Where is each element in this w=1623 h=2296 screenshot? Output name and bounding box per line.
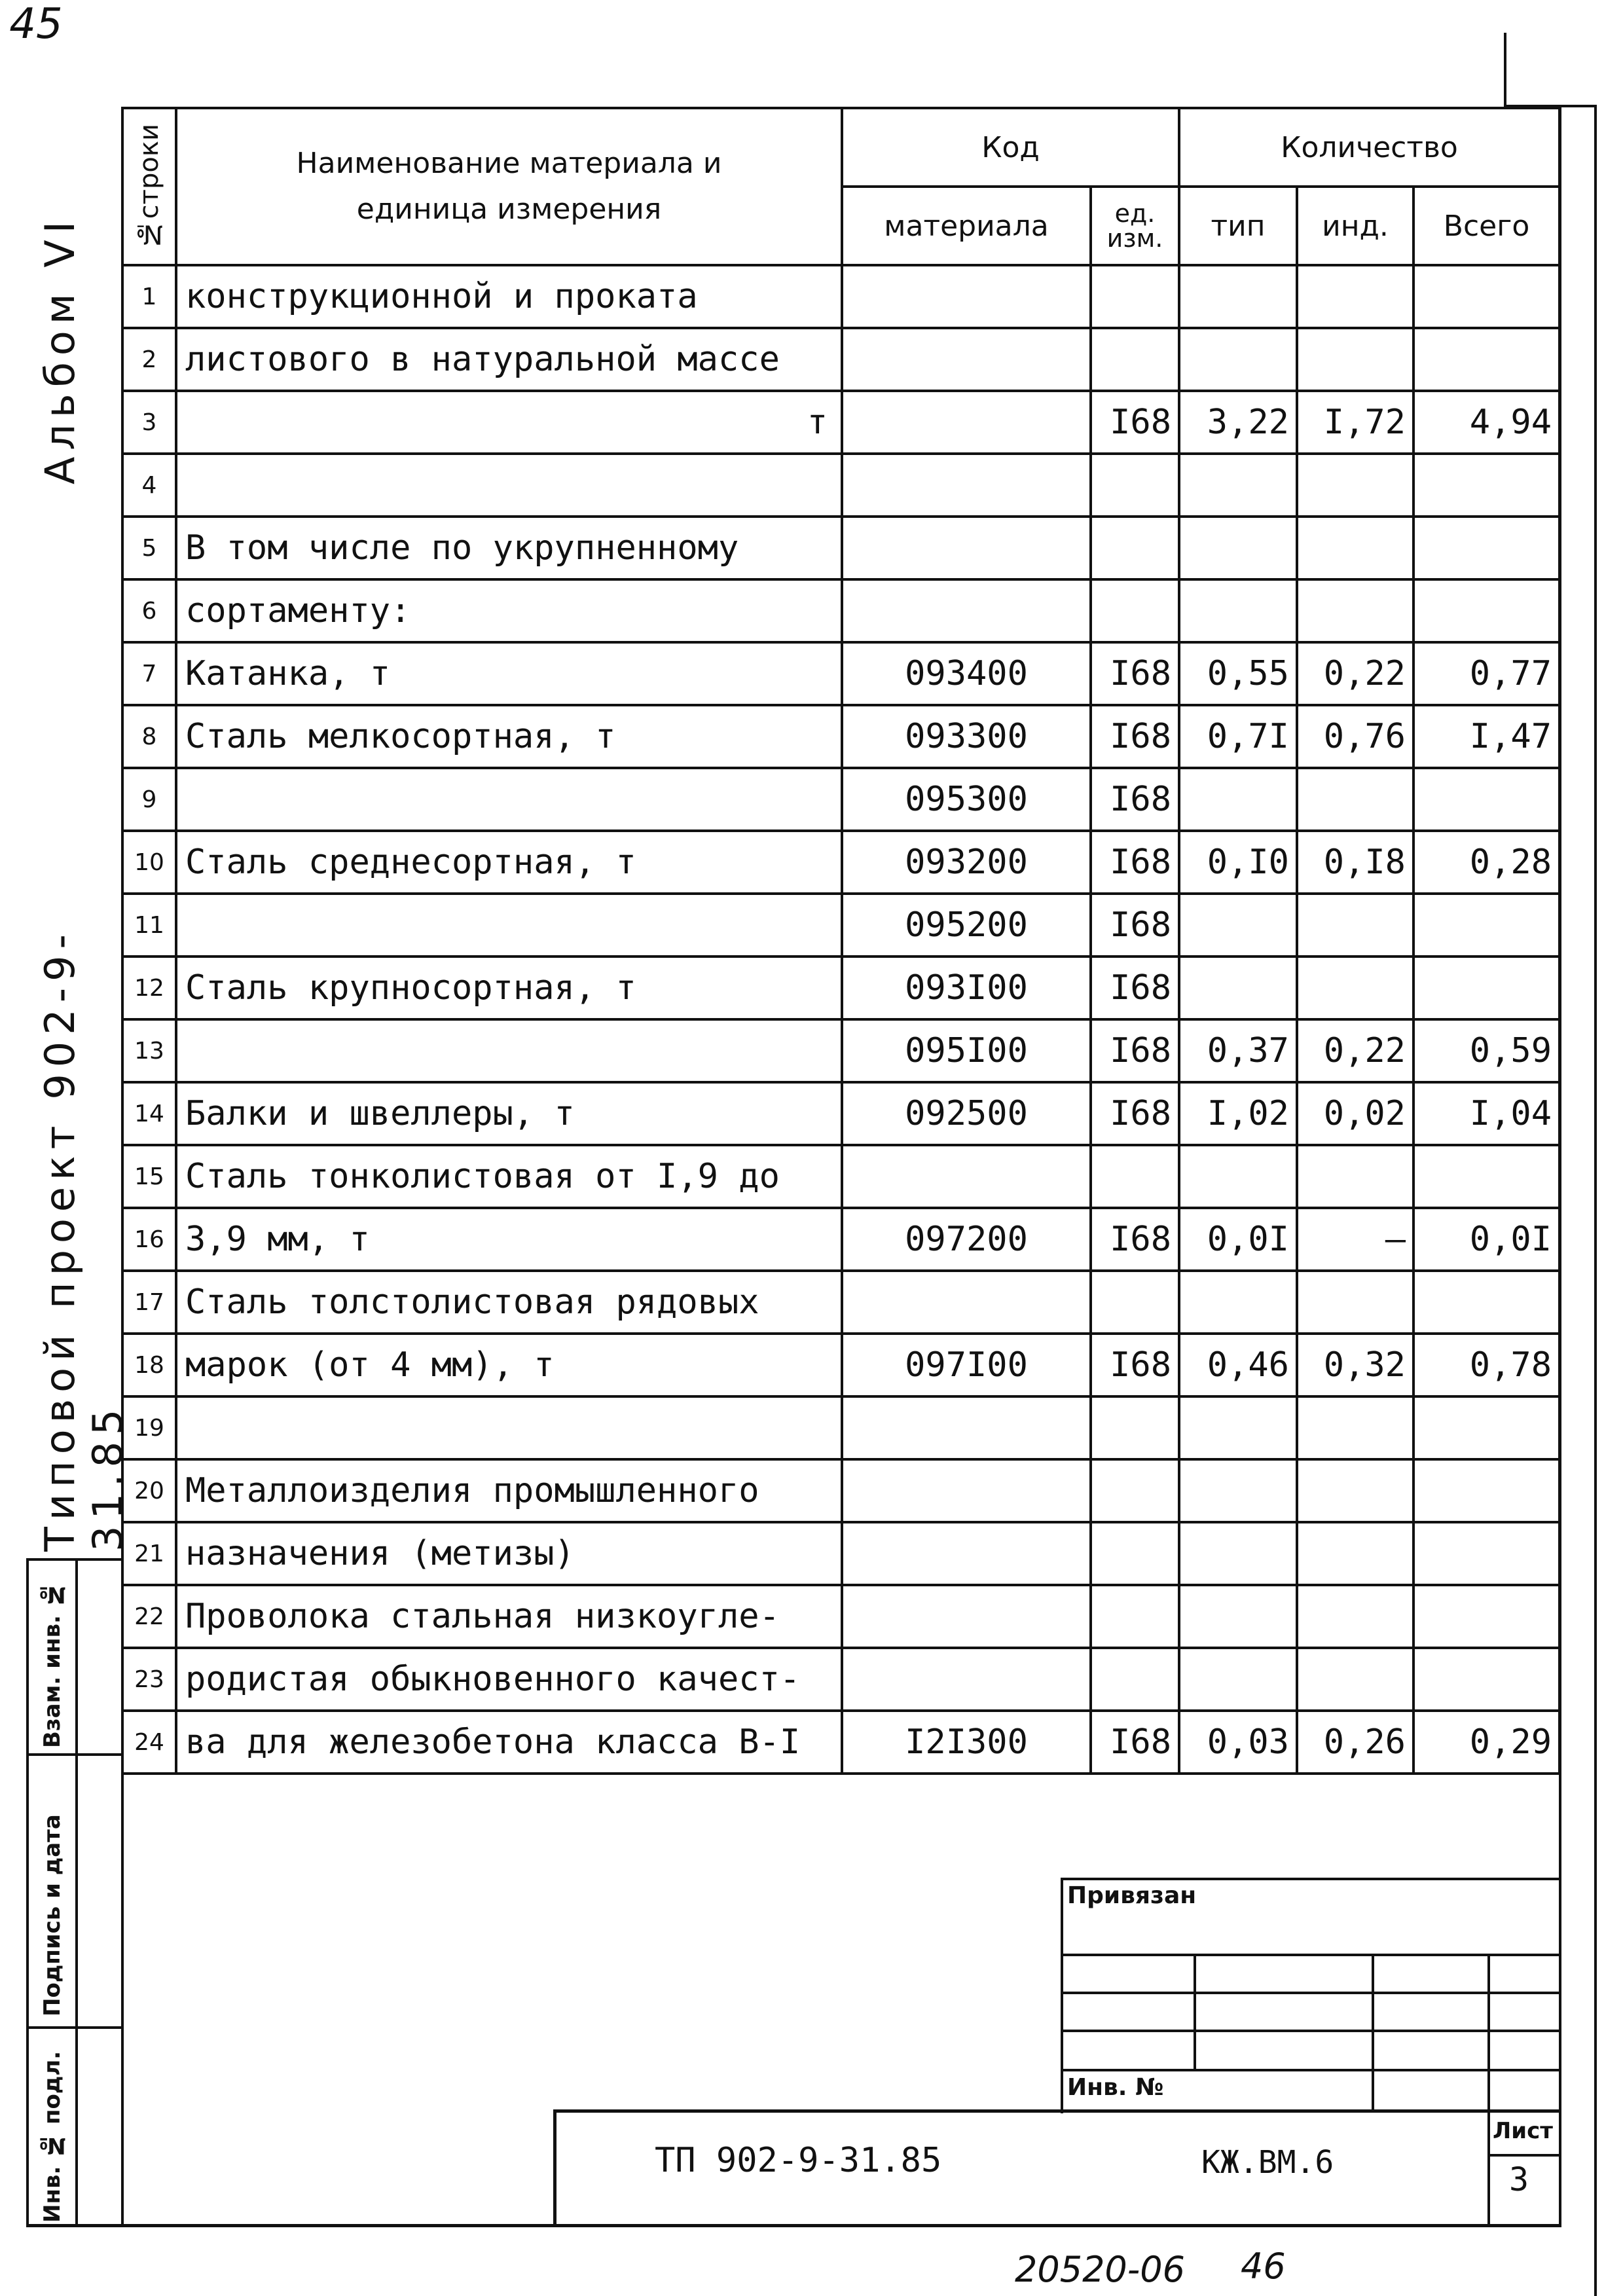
row-tip: 0,46 — [1179, 1334, 1297, 1396]
row-unit: I68 — [1091, 1711, 1179, 1774]
row-number: 6 — [122, 579, 176, 642]
row-total — [1413, 1522, 1559, 1585]
row-total — [1413, 1145, 1559, 1208]
row-total — [1413, 1459, 1559, 1522]
side-stamp-mid — [75, 1558, 78, 2226]
stamp-h1 — [1061, 1954, 1561, 1956]
row-ind: 0,22 — [1297, 642, 1413, 705]
table-row — [122, 957, 1559, 1019]
row-ind — [1297, 517, 1413, 579]
row-number: 10 — [122, 831, 176, 894]
table-row — [122, 1334, 1559, 1396]
vzam-inv-label: Взам. инв. № — [39, 1581, 65, 1748]
row-tip: 0,I0 — [1179, 831, 1297, 894]
table-row — [122, 1711, 1559, 1774]
row-unit — [1091, 579, 1179, 642]
row-ind — [1297, 1396, 1413, 1459]
row-number: 11 — [122, 894, 176, 957]
row-total — [1413, 957, 1559, 1019]
row-tip — [1179, 894, 1297, 957]
row-number: 20 — [122, 1459, 176, 1522]
podpis-data-label: Подпись и дата — [39, 1814, 65, 2016]
header-ind: инд. — [1297, 187, 1413, 265]
stamp-h3 — [1061, 2030, 1561, 2032]
row-tip — [1179, 957, 1297, 1019]
row-number: 14 — [122, 1082, 176, 1145]
row-total: 0,28 — [1413, 831, 1559, 894]
row-code: 095300 — [842, 768, 1091, 831]
row-name — [176, 1396, 842, 1459]
row-unit — [1091, 517, 1179, 579]
row-code: 095I00 — [842, 1019, 1091, 1082]
row-number: 8 — [122, 705, 176, 768]
row-unit: I68 — [1091, 831, 1179, 894]
album-label: Альбом VI — [36, 215, 84, 484]
row-tip — [1179, 579, 1297, 642]
row-number: 1 — [122, 265, 176, 328]
row-number: 2 — [122, 328, 176, 391]
row-name: Катанка, т — [176, 642, 842, 705]
row-name — [176, 894, 842, 957]
table-row — [122, 1271, 1559, 1334]
table-row — [122, 1082, 1559, 1145]
row-code — [842, 391, 1091, 454]
row-code: 093300 — [842, 705, 1091, 768]
row-name — [176, 1019, 842, 1082]
materials-table — [121, 107, 1561, 1775]
row-total: 0,59 — [1413, 1019, 1559, 1082]
row-code: 093200 — [842, 831, 1091, 894]
page-number-box-left — [1504, 33, 1506, 107]
row-name: конструкционной и проката — [176, 265, 842, 328]
row-code — [842, 1271, 1091, 1334]
row-unit — [1091, 1396, 1179, 1459]
row-code: 097200 — [842, 1208, 1091, 1271]
sheet-box-sep — [1487, 2154, 1561, 2157]
row-total: 0,77 — [1413, 642, 1559, 705]
row-tip — [1179, 1145, 1297, 1208]
doc-code: ТП 902-9-31.85 — [655, 2141, 942, 2180]
row-tip — [1179, 768, 1297, 831]
row-ind: I,72 — [1297, 391, 1413, 454]
row-unit — [1091, 1271, 1179, 1334]
row-number: 12 — [122, 957, 176, 1019]
row-code — [842, 1459, 1091, 1522]
row-unit: I68 — [1091, 1208, 1179, 1271]
row-name: Сталь тонколистовая от I,9 до — [176, 1145, 842, 1208]
row-ind: 0,26 — [1297, 1711, 1413, 1774]
row-total: 0,0I — [1413, 1208, 1559, 1271]
table-row — [122, 579, 1559, 642]
row-unit: I68 — [1091, 957, 1179, 1019]
stamp-outer-left — [1061, 1878, 1063, 2113]
row-ind — [1297, 957, 1413, 1019]
row-ind — [1297, 768, 1413, 831]
row-tip — [1179, 1648, 1297, 1711]
header-name: Наименование материала и единица измерения — [176, 108, 842, 265]
row-ind: – — [1297, 1208, 1413, 1271]
row-number: 7 — [122, 642, 176, 705]
row-name: В том числе по укрупненному — [176, 517, 842, 579]
row-number: 23 — [122, 1648, 176, 1711]
table-row — [122, 768, 1559, 831]
table-row — [122, 391, 1559, 454]
stamp-h2 — [1061, 1992, 1561, 1994]
row-unit — [1091, 1145, 1179, 1208]
row-tip — [1179, 1585, 1297, 1648]
privyazan-label: Привязан — [1067, 1882, 1197, 1909]
row-ind: 0,I8 — [1297, 831, 1413, 894]
row-tip: I,02 — [1179, 1082, 1297, 1145]
row-unit — [1091, 265, 1179, 328]
row-ind — [1297, 894, 1413, 957]
header-quantity: Количество — [1179, 108, 1559, 187]
row-total — [1413, 1396, 1559, 1459]
row-ind — [1297, 1648, 1413, 1711]
row-number: 15 — [122, 1145, 176, 1208]
row-unit: I68 — [1091, 391, 1179, 454]
row-unit — [1091, 328, 1179, 391]
row-unit: I68 — [1091, 894, 1179, 957]
header-code: Код — [842, 108, 1179, 187]
frame-right — [1594, 105, 1597, 2296]
row-number: 18 — [122, 1334, 176, 1396]
table-row — [122, 831, 1559, 894]
row-code — [842, 1585, 1091, 1648]
table-row — [122, 1208, 1559, 1271]
row-name — [176, 454, 842, 517]
row-unit: I68 — [1091, 1334, 1179, 1396]
row-total: 0,78 — [1413, 1334, 1559, 1396]
table-row — [122, 1522, 1559, 1585]
row-code — [842, 454, 1091, 517]
stamp-v1 — [1194, 1954, 1196, 2069]
row-number: 4 — [122, 454, 176, 517]
row-unit: I68 — [1091, 705, 1179, 768]
table-row — [122, 1459, 1559, 1522]
row-total — [1413, 328, 1559, 391]
row-tip: 0,7I — [1179, 705, 1297, 768]
row-name: Проволока стальная низкоугле- — [176, 1585, 842, 1648]
row-number: 3 — [122, 391, 176, 454]
row-name: сортаменту: — [176, 579, 842, 642]
row-ind — [1297, 328, 1413, 391]
row-tip — [1179, 1522, 1297, 1585]
row-tip — [1179, 1271, 1297, 1334]
header-material: материала — [842, 187, 1091, 265]
row-tip: 0,03 — [1179, 1711, 1297, 1774]
row-number: 17 — [122, 1271, 176, 1334]
row-number: 21 — [122, 1522, 176, 1585]
row-number: 5 — [122, 517, 176, 579]
row-ind — [1297, 1522, 1413, 1585]
row-tip — [1179, 328, 1297, 391]
row-code — [842, 265, 1091, 328]
header-unit: ед. изм. — [1091, 187, 1179, 265]
row-name — [176, 768, 842, 831]
row-total: 4,94 — [1413, 391, 1559, 454]
row-number: 19 — [122, 1396, 176, 1459]
row-unit — [1091, 1585, 1179, 1648]
doc-mark: КЖ.ВМ.6 — [1201, 2144, 1334, 2181]
row-tip — [1179, 1396, 1297, 1459]
side-stamp-left — [26, 1558, 29, 2226]
row-ind — [1297, 579, 1413, 642]
row-total — [1413, 265, 1559, 328]
row-tip — [1179, 517, 1297, 579]
row-code — [842, 1396, 1091, 1459]
row-code — [842, 517, 1091, 579]
row-tip: 0,37 — [1179, 1019, 1297, 1082]
stamp-h4 — [1061, 2069, 1561, 2071]
table-row — [122, 454, 1559, 517]
row-ind — [1297, 1459, 1413, 1522]
row-code: 092500 — [842, 1082, 1091, 1145]
row-tip — [1179, 1459, 1297, 1522]
sheet-label: Лист — [1493, 2118, 1553, 2144]
table-row — [122, 705, 1559, 768]
table-row — [122, 1585, 1559, 1648]
row-total — [1413, 1271, 1559, 1334]
table-row — [122, 265, 1559, 328]
row-unit — [1091, 1522, 1179, 1585]
page-number: 45 — [9, 0, 63, 48]
row-name: Металлоизделия промышленного — [176, 1459, 842, 1522]
row-name: Балки и швеллеры, т — [176, 1082, 842, 1145]
row-total — [1413, 517, 1559, 579]
side-stamp-sep2 — [26, 2026, 124, 2029]
row-ind — [1297, 454, 1413, 517]
row-total: 0,29 — [1413, 1711, 1559, 1774]
titleblock-top — [553, 2109, 1561, 2113]
row-code: 093I00 — [842, 957, 1091, 1019]
sheet-value: 3 — [1509, 2160, 1529, 2198]
row-code: 095200 — [842, 894, 1091, 957]
row-ind: 0,76 — [1297, 705, 1413, 768]
table-row — [122, 1145, 1559, 1208]
row-code — [842, 1145, 1091, 1208]
row-ind: 0,22 — [1297, 1019, 1413, 1082]
row-number: 16 — [122, 1208, 176, 1271]
row-ind: 0,32 — [1297, 1334, 1413, 1396]
row-total — [1413, 454, 1559, 517]
table-row — [122, 517, 1559, 579]
row-code — [842, 579, 1091, 642]
row-number: 22 — [122, 1585, 176, 1648]
row-total — [1413, 1585, 1559, 1648]
row-number: 9 — [122, 768, 176, 831]
row-tip: 3,22 — [1179, 391, 1297, 454]
row-name: Сталь толстолистовая рядовых — [176, 1271, 842, 1334]
row-total — [1413, 894, 1559, 957]
row-tip: 0,0I — [1179, 1208, 1297, 1271]
row-number: 13 — [122, 1019, 176, 1082]
inv-no-label: Инв. № — [1067, 2074, 1164, 2101]
row-name: 3,9 мм, т — [176, 1208, 842, 1271]
row-name: марок (от 4 мм), т — [176, 1334, 842, 1396]
header-tip: тип — [1179, 187, 1297, 265]
stamp-v3 — [1487, 1954, 1490, 2227]
table-row — [122, 328, 1559, 391]
row-unit: I68 — [1091, 768, 1179, 831]
row-ind — [1297, 1145, 1413, 1208]
footer-page: 46 — [1241, 2246, 1286, 2287]
side-stamp-top — [26, 1558, 124, 1561]
row-name: Сталь крупносортная, т — [176, 957, 842, 1019]
order-number: 20520-06 — [1015, 2249, 1185, 2290]
row-total: I,47 — [1413, 705, 1559, 768]
row-unit: I68 — [1091, 642, 1179, 705]
row-ind — [1297, 1271, 1413, 1334]
row-tip — [1179, 265, 1297, 328]
row-code: 093400 — [842, 642, 1091, 705]
row-name: назначения (метизы) — [176, 1522, 842, 1585]
project-title: Типовой проект 902-9-31.85 — [36, 928, 132, 1552]
header-total: Всего — [1413, 187, 1559, 265]
row-code — [842, 1648, 1091, 1711]
row-number: 24 — [122, 1711, 176, 1774]
row-code — [842, 328, 1091, 391]
titleblock-left — [553, 2109, 556, 2227]
row-ind — [1297, 265, 1413, 328]
row-name: т — [176, 391, 842, 454]
row-code — [842, 1522, 1091, 1585]
row-tip — [1179, 454, 1297, 517]
row-total — [1413, 768, 1559, 831]
table-row — [122, 894, 1559, 957]
row-total — [1413, 579, 1559, 642]
row-code: I2I300 — [842, 1711, 1091, 1774]
row-unit: I68 — [1091, 1082, 1179, 1145]
table-row — [122, 1019, 1559, 1082]
row-total — [1413, 1648, 1559, 1711]
inv-podl-label: Инв. № подл. — [39, 2050, 65, 2223]
row-ind: 0,02 — [1297, 1082, 1413, 1145]
row-name: родистая обыкновенного качест- — [176, 1648, 842, 1711]
table-row — [122, 642, 1559, 705]
header-row-no: №строки — [122, 108, 176, 265]
row-name: Сталь среднесортная, т — [176, 831, 842, 894]
row-code: 097I00 — [842, 1334, 1091, 1396]
table-row — [122, 1396, 1559, 1459]
row-unit: I68 — [1091, 1019, 1179, 1082]
stamp-v2 — [1372, 1954, 1374, 2111]
row-unit — [1091, 1648, 1179, 1711]
row-name: ва для железобетона класса B-I — [176, 1711, 842, 1774]
row-name: Сталь мелкосортная, т — [176, 705, 842, 768]
row-unit — [1091, 454, 1179, 517]
row-tip: 0,55 — [1179, 642, 1297, 705]
row-unit — [1091, 1459, 1179, 1522]
row-ind — [1297, 1585, 1413, 1648]
frame-bottom — [26, 2224, 1561, 2227]
side-stamp-sep1 — [26, 1753, 124, 1756]
stamp-top — [1061, 1878, 1561, 1880]
row-total: I,04 — [1413, 1082, 1559, 1145]
table-row — [122, 1648, 1559, 1711]
row-name: листового в натуральной массе — [176, 328, 842, 391]
